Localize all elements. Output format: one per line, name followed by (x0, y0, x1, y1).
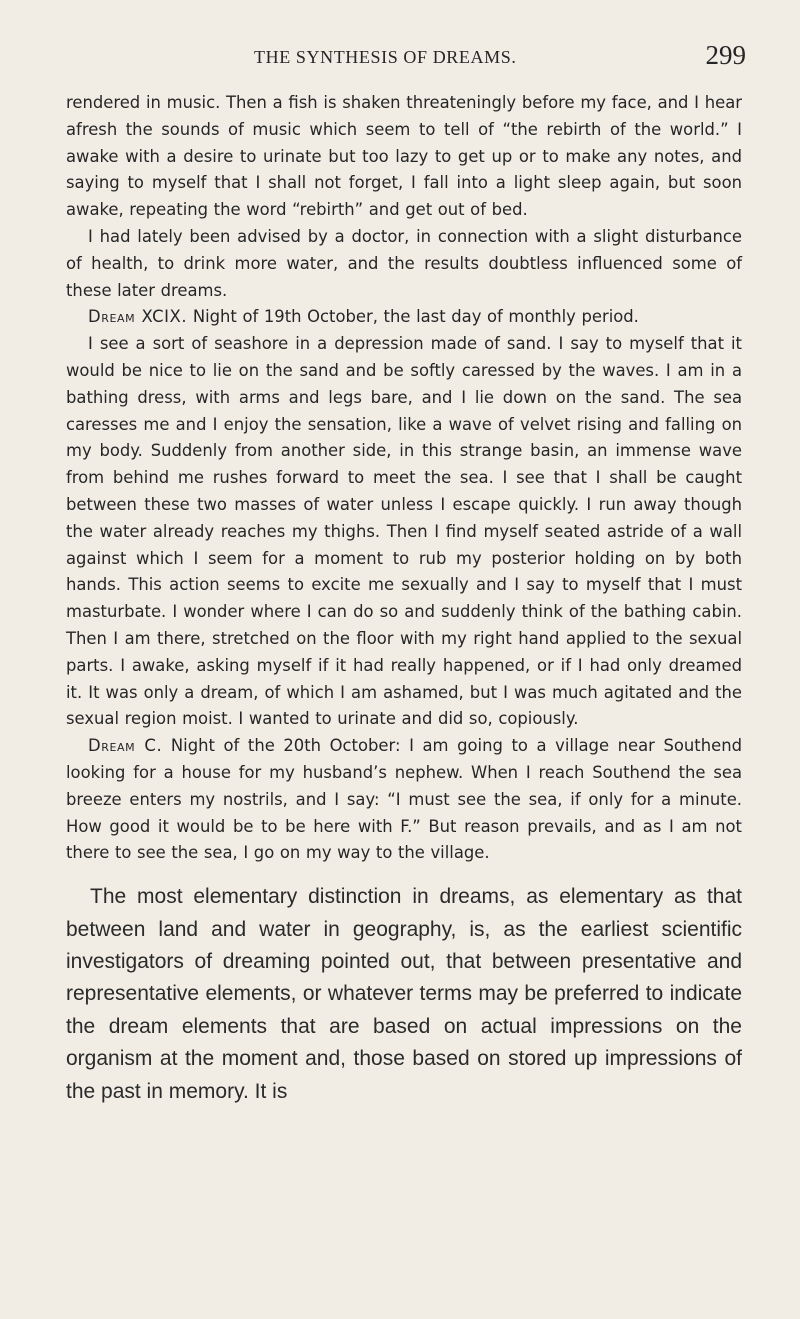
dream-xcix-date: Night of 19th October, the last day of monthly period. (187, 307, 639, 327)
paragraph-commentary: The most elementary distinction in dreams, as elementary as that between land and water in geography, is, as the earliest scientific investigators of dreaming pointed out, that between presentative and representative elements, or whatever terms may be preferred to indicate the dream elements that are based on actual impressions on the organism at the moment and, those based on stored up impressions of the past in memory. It is (66, 885, 742, 1103)
paragraph-doctor-advice: I had lately been advised by a doctor, in connection with a slight disturbance of health, to drink more water, and the results doubtless influenced some of these later dreams. (66, 226, 742, 300)
page-header (66, 40, 746, 80)
dream-label: Dream XCIX. (88, 307, 188, 327)
paragraph-continuation: rendered in music. Then a fish is shaken threateningly before my face, and I hear afresh the sounds of music which seem to tell of “the rebirth of the world.” I awake with a desire to urinate but too lazy to get up or to make any notes, and saying to myself that I shall not forget, I fall into a light sleep again, but soon awake, repeating the word “rebirth” and get out of bed. (66, 93, 742, 220)
page-content (66, 40, 746, 1108)
dream-c-text: Night of the 20th October: I am going to a village near Southend looking for a house for my husband’s nephew. When I reach Southend the sea breeze enters my nostrils, and I say: “I must see the sea, if only for a minute. How good it would be to be here with F.” But reason prevails, and as I am not there to see the sea, I go on my way to the village. (66, 736, 742, 863)
body-text (66, 90, 742, 867)
commentary-text (66, 881, 742, 1108)
dream-c-paragraph (66, 733, 742, 867)
page-number: 299 (705, 40, 746, 70)
paragraph-dream-xcix: I see a sort of seashore in a depression made of sand. I say to myself that it would be nice to lie on the sand and be softly caressed by the waves. I am in a bathing dress, with arms and legs bare, and I lie down on the sand. The sea caresses me and I enjoy the sensation, like a wave of velvet rising and falling on my body. Suddenly from another side, in this strange basin, an immense wave from behind me rushes forward to meet the sea. I see that I shall be caught between these two masses of water unless I escape quickly. I run away though the water already reaches my thighs. Then I find myself seated astride of a wall against which I seem for a moment to rub my posterior holding on by both hands. This action seems to excite me sexually and I say to myself that I must masturbate. I wonder where I can do so and suddenly think of the bathing cabin. Then I am there, stretched on the floor with my right hand applied to the sexual parts. I awake, asking myself if it had really happened, or if I had only dreamed it. It was only a dream, of which I am ashamed, but I was much agitated and the sexual region moist. I wanted to urinate and did so, copiously. (66, 334, 742, 729)
dream-label: Dream C. (88, 736, 163, 756)
dream-xcix-heading (66, 304, 742, 331)
running-title: THE SYNTHESIS OF DREAMS. (254, 47, 517, 67)
